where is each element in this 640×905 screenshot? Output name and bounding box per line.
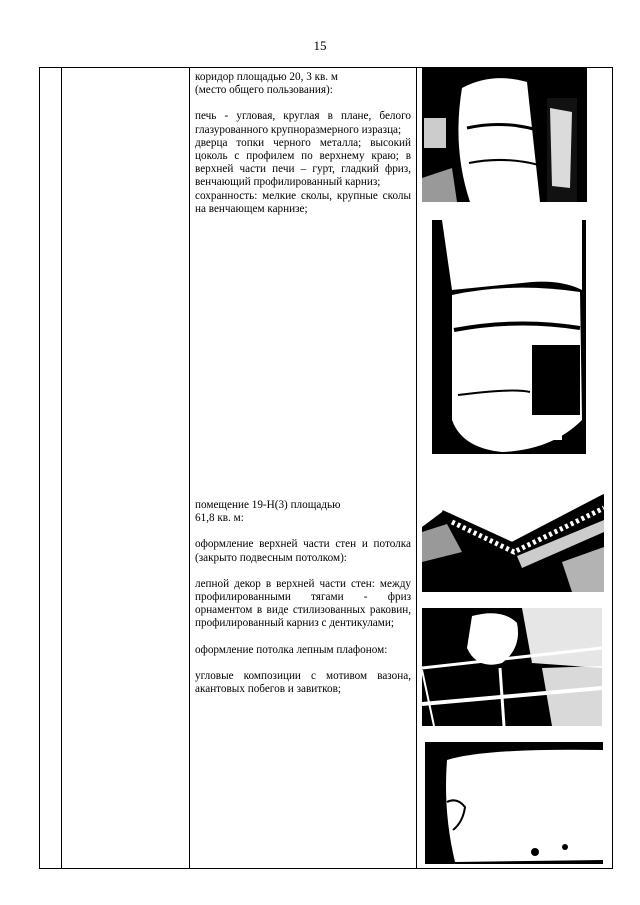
stove-upper-photo [422,68,587,202]
column-divider [416,68,417,868]
entry-paragraph: печь - угловая, круглая в плане, белого глазурованного крупноразмерного изразца; [195,110,411,136]
entry-corridor [195,71,411,216]
entry-paragraph: дверца топки черного металла; высокий цоколь с профилем по верхнему краю; в верхней части печи – гурт, гладкий фриз, венчающий профилированный карниз; [195,136,411,189]
ceiling-corner-photo [425,742,603,864]
entry-room [195,499,411,696]
entry-title-line: 61,8 кв. м: [195,512,244,525]
entry-paragraph: оформление потолка лепным плафоном: [195,643,388,656]
entry-title-line: (место общего пользования): [195,84,333,97]
description-table [39,67,613,869]
stove-lower-photo [432,220,586,454]
entry-title-line: помещение 19-Н(3) площадью [195,499,341,511]
entry-paragraph: угловые композиции с мотивом вазона, акантовых побегов и завитков; [195,669,411,696]
entry-paragraph: оформление верхней части стен и потолка (закрыто подвесным потолком): [195,538,411,564]
entry-title-line: коридор площадью 20, 3 кв. м [195,71,338,83]
wall-frieze-photo [422,608,602,726]
ceiling-cornice-photo [422,472,604,592]
column-divider [189,68,190,868]
entry-paragraph: сохранность: мелкие сколы, крупные сколы на венчающем карнизе; [195,189,411,215]
entry-paragraph: лепной декор в верхней части стен: между профилированными тягами - фриз орнаментом в виде стилизованных раковин, профилированный карниз с дентикулами; [195,577,411,630]
page-number: 15 [313,38,327,53]
column-divider [61,68,62,868]
